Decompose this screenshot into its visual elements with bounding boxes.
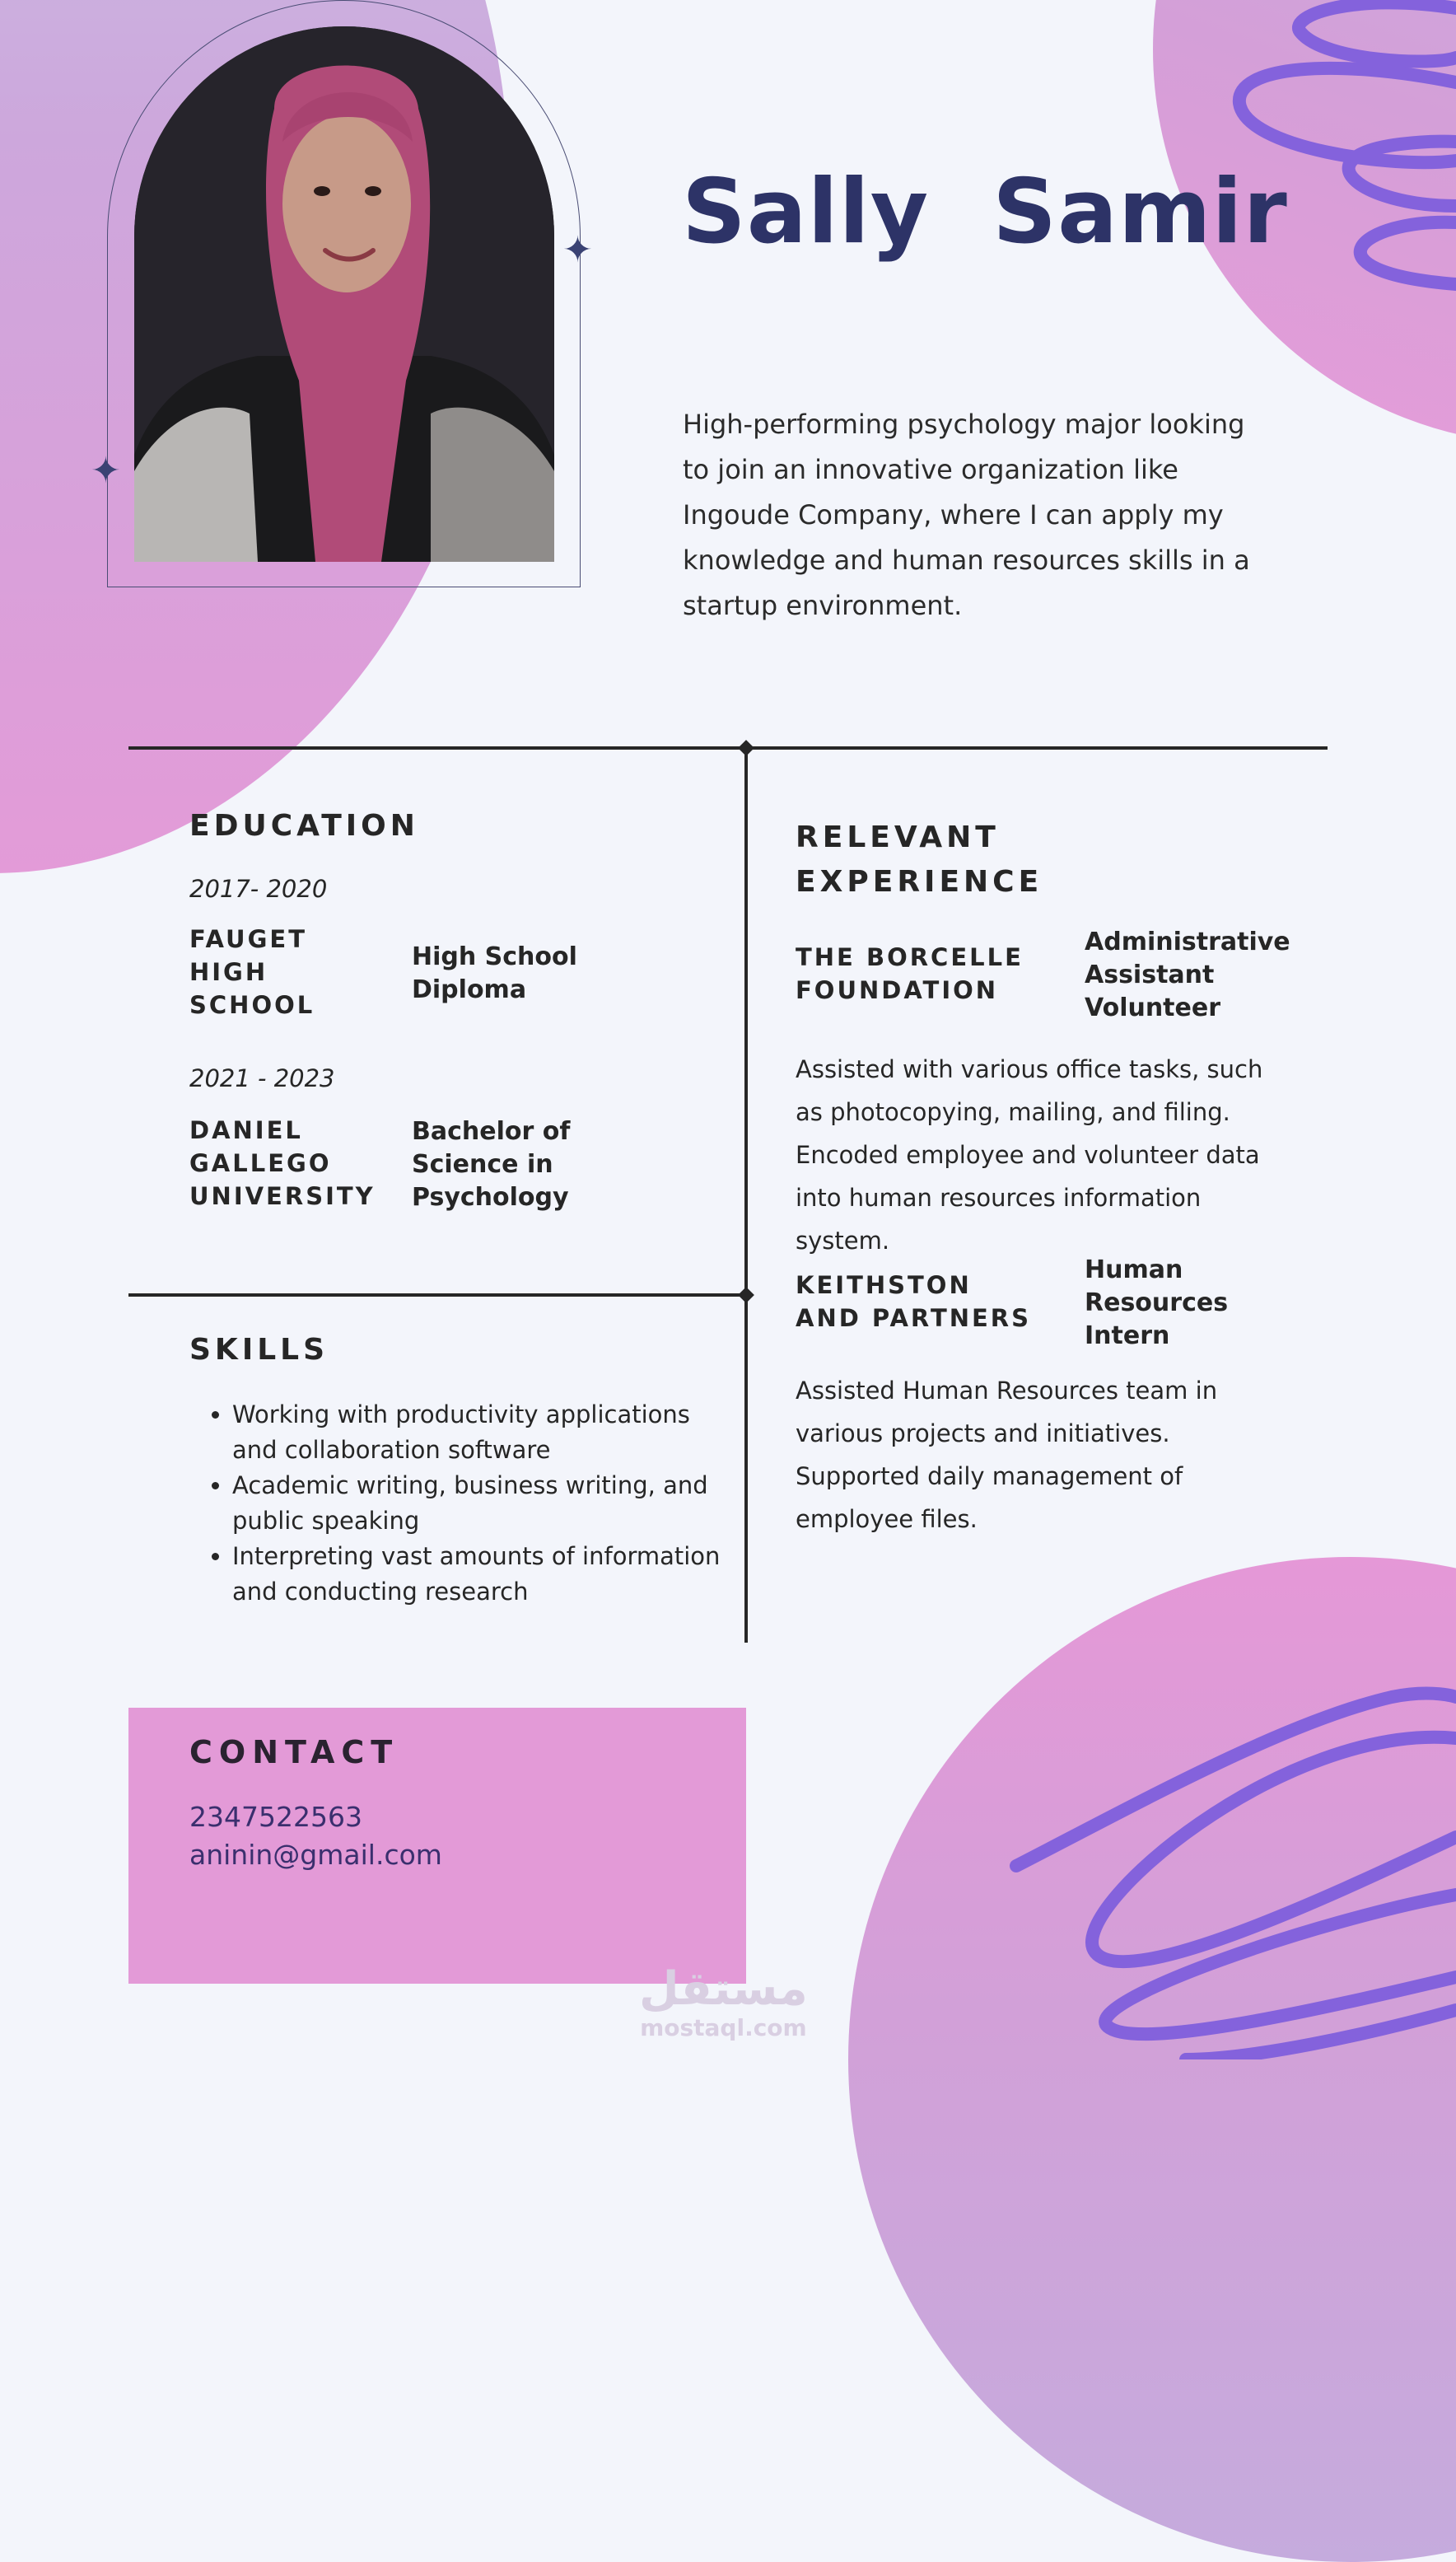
experience-role: Administrative Assistant Volunteer xyxy=(1085,928,1290,1022)
list-item: • Working with productivity applications and collaboration software xyxy=(232,1397,726,1468)
list-item: • Academic writing, business writing, and public speaking xyxy=(232,1468,726,1539)
divider-top xyxy=(128,746,1328,750)
experience-description: Assisted with various office tasks, such as photocopying, mailing, and filing. Encoded employee and volunteer data into human resources information system. xyxy=(796,1055,1263,1255)
experience-description: Assisted Human Resources team in various projects and initiatives. Supported daily management of employee files. xyxy=(796,1377,1218,1533)
profile-summary: High-performing psychology major looking to join an innovative organization like Ingoude Company, where I can apply my knowledge and human resources skills in a startup environment. xyxy=(683,409,1250,621)
experience-org: THE BORCELLE FOUNDATION xyxy=(796,943,1024,1004)
divider-vertical xyxy=(744,746,748,1643)
profile-photo xyxy=(134,26,554,562)
list-item: • Interpreting vast amounts of information and conducting research xyxy=(232,1539,726,1610)
skills-title: SKILLS xyxy=(189,1333,329,1367)
education-degree: Bachelor of Science in Psychology xyxy=(412,1117,571,1212)
sparkle-icon: ✦ xyxy=(91,450,121,492)
sparkle-icon: ✦ xyxy=(562,229,593,271)
education-degree: High School Diploma xyxy=(412,942,577,1004)
candidate-name: Sally Samir xyxy=(682,161,1288,264)
education-title: EDUCATION xyxy=(189,809,419,843)
experience-title: RELEVANT EXPERIENCE xyxy=(796,820,1043,899)
education-years: 2017- 2020 xyxy=(189,875,328,903)
education-years: 2021 - 2023 xyxy=(189,1064,335,1092)
education-school: FAUGET HIGH SCHOOL xyxy=(189,925,315,1019)
watermark-arabic: مستقل xyxy=(639,1962,808,2016)
skills-list xyxy=(189,1397,726,1610)
education-school: DANIEL GALLEGO UNIVERSITY xyxy=(189,1116,376,1210)
contact-phone: 2347522563 xyxy=(189,1801,362,1833)
experience-org: KEITHSTON AND PARTNERS xyxy=(796,1271,1032,1332)
watermark xyxy=(639,1962,808,2041)
contact-title: CONTACT xyxy=(189,1734,399,1770)
divider-middle xyxy=(128,1293,746,1297)
experience-role: Human Resources Intern xyxy=(1085,1255,1229,1350)
contact-email: aninin@gmail.com xyxy=(189,1839,442,1871)
portrait-illustration xyxy=(134,26,554,562)
watermark-latin: mostaql.com xyxy=(640,2014,807,2041)
